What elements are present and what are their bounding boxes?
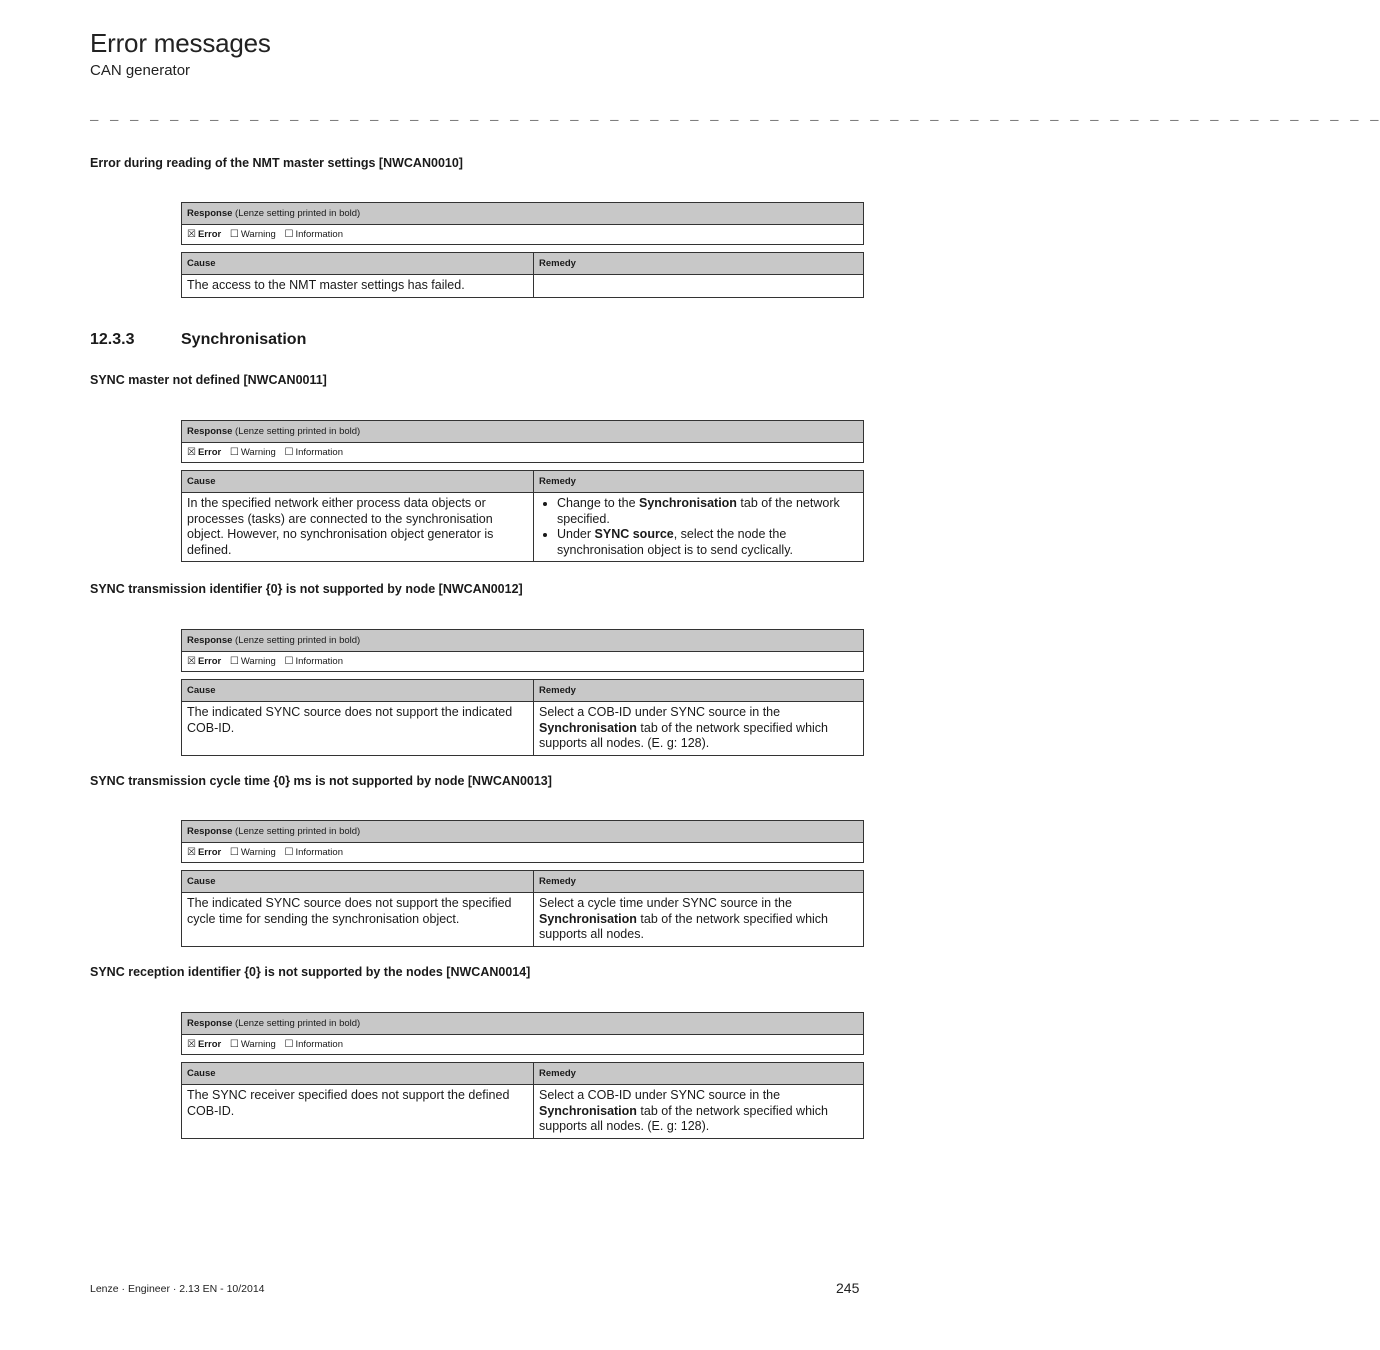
remedy-list-item: • Change to the Synchronisation tab of the network specified.	[557, 496, 858, 527]
remedy-list-item: • Under SYNC source, select the node the synchronisation object is to send cyclically.	[557, 527, 858, 558]
checked-box-icon: ☒	[187, 447, 196, 458]
cause-remedy-table-nwcan0012	[181, 679, 864, 756]
checked-box-icon: ☒	[187, 1039, 196, 1050]
cause-remedy-table-nwcan0013	[181, 870, 864, 947]
cause-cell: The indicated SYNC source does not support the specified cycle time for sending the synchronisation object.	[182, 893, 534, 947]
remedy-cell: Select a cycle time under SYNC source in the Synchronisation tab of the network specified which supports all nodes.	[534, 893, 864, 947]
remedy-cell: Select a COB-ID under SYNC source in the Synchronisation tab of the network specified which supports all nodes. (E. g: 128).	[534, 1085, 864, 1139]
page-title: Error messages	[90, 28, 271, 58]
message-heading-nwcan0013: SYNC transmission cycle time {0} ms is not supported by node [NWCAN0013]	[90, 774, 552, 788]
empty-box-icon: ☐	[284, 1039, 294, 1050]
empty-box-icon: ☐	[284, 656, 294, 667]
empty-box-icon: ☐	[229, 1039, 239, 1050]
remedy-cell	[534, 275, 864, 298]
checked-box-icon: ☒	[187, 656, 196, 667]
cause-header: Cause	[182, 253, 534, 275]
response-header: Response (Lenze setting printed in bold)	[182, 421, 864, 443]
response-options: ☒ Error ☐ Warning ☐ Information	[182, 652, 864, 672]
response-header: Response (Lenze setting printed in bold)	[182, 821, 864, 843]
checked-box-icon: ☒	[187, 847, 196, 858]
empty-box-icon: ☐	[229, 656, 239, 667]
cause-remedy-table-nwcan0014	[181, 1062, 864, 1139]
footer-text: Lenze · Engineer · 2.13 EN - 10/2014	[90, 1283, 265, 1295]
response-options: ☒ Error ☐ Warning ☐ Information	[182, 443, 864, 463]
remedy-header: Remedy	[534, 253, 864, 275]
cause-remedy-table-nwcan0011	[181, 470, 864, 562]
response-table-nwcan0012	[181, 629, 864, 672]
empty-box-icon: ☐	[229, 447, 239, 458]
response-header: Response (Lenze setting printed in bold)	[182, 1013, 864, 1035]
remedy-cell	[534, 493, 864, 562]
header-divider: _ _ _ _ _ _ _ _ _ _ _ _ _ _ _ _ _ _ _ _ _ _ _ _ _ _ _ _ _ _ _ _ _ _ _ _ _ _ _ _ _ _ _ _ _ _ _ _ _ _ _ _ _ _ _ _ _ _ _ _ _ _ _ _ _	[90, 108, 1380, 124]
response-table-nwcan0011	[181, 420, 864, 463]
cause-header: Cause	[182, 871, 534, 893]
empty-box-icon: ☐	[229, 229, 239, 240]
cause-cell: The indicated SYNC source does not support the indicated COB-ID.	[182, 702, 534, 756]
checked-box-icon: ☒	[187, 229, 196, 240]
response-options: ☒ Error ☐ Warning ☐ Information	[182, 225, 864, 245]
cause-header: Cause	[182, 680, 534, 702]
message-heading-nwcan0012: SYNC transmission identifier {0} is not supported by node [NWCAN0012]	[90, 582, 523, 596]
cause-header: Cause	[182, 1063, 534, 1085]
cause-cell: In the specified network either process data objects or processes (tasks) are connected to the synchronisation object. However, no synchronisation object generator is defined.	[182, 493, 534, 562]
cause-cell: The access to the NMT master settings has failed.	[182, 275, 534, 298]
section-heading: 12.3.3 Synchronisation	[90, 331, 307, 348]
cause-header: Cause	[182, 471, 534, 493]
cause-remedy-table-nwcan0010	[181, 252, 864, 298]
empty-box-icon: ☐	[229, 847, 239, 858]
message-heading-nwcan0014: SYNC reception identifier {0} is not supported by the nodes [NWCAN0014]	[90, 965, 531, 979]
remedy-cell: Select a COB-ID under SYNC source in the Synchronisation tab of the network specified which supports all nodes. (E. g: 128).	[534, 702, 864, 756]
message-heading-nwcan0011: SYNC master not defined [NWCAN0011]	[90, 373, 327, 387]
remedy-header: Remedy	[534, 471, 864, 493]
response-table-nwcan0013	[181, 820, 864, 863]
response-header: Response (Lenze setting printed in bold)	[182, 203, 864, 225]
remedy-header: Remedy	[534, 680, 864, 702]
response-header: Response (Lenze setting printed in bold)	[182, 630, 864, 652]
remedy-header: Remedy	[534, 1063, 864, 1085]
empty-box-icon: ☐	[284, 229, 294, 240]
message-heading-nwcan0010: Error during reading of the NMT master settings [NWCAN0010]	[90, 156, 463, 170]
page-number: 245	[836, 1280, 860, 1296]
page-subtitle: CAN generator	[90, 62, 191, 79]
response-options: ☒ Error ☐ Warning ☐ Information	[182, 1035, 864, 1055]
response-table-nwcan0014	[181, 1012, 864, 1055]
response-table-nwcan0010	[181, 202, 864, 245]
remedy-header: Remedy	[534, 871, 864, 893]
response-options: ☒ Error ☐ Warning ☐ Information	[182, 843, 864, 863]
cause-cell: The SYNC receiver specified does not support the defined COB-ID.	[182, 1085, 534, 1139]
empty-box-icon: ☐	[284, 847, 294, 858]
empty-box-icon: ☐	[284, 447, 294, 458]
